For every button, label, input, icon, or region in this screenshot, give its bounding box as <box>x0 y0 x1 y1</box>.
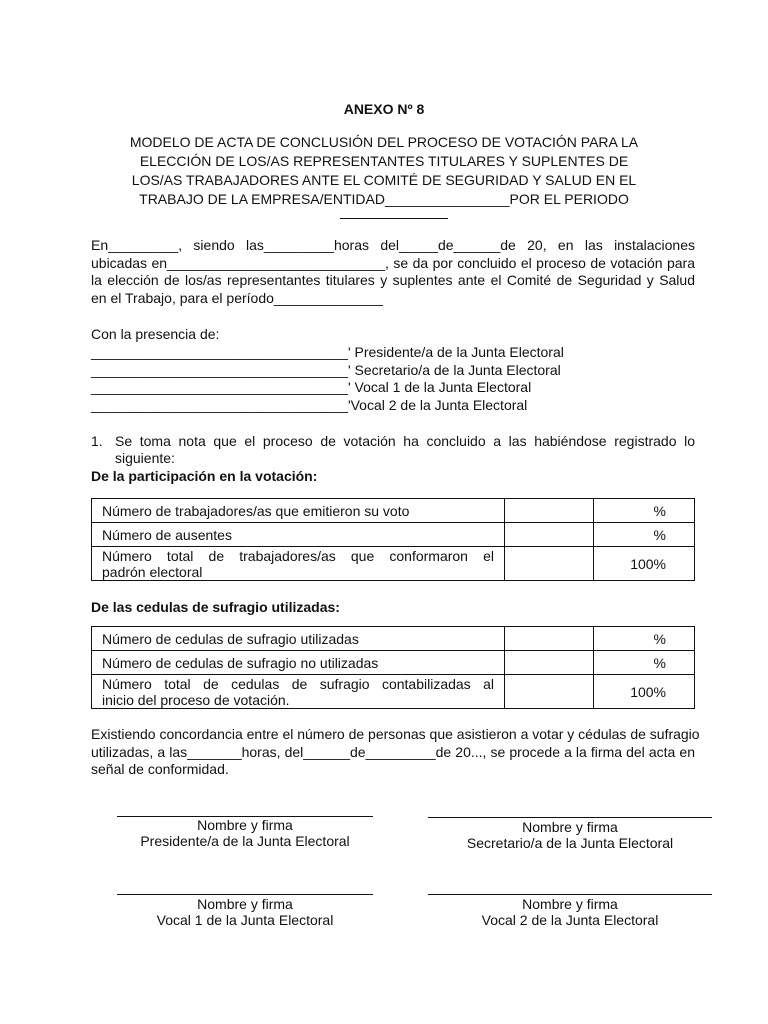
signature-block-secretary <box>428 819 712 851</box>
heading-line: LOS/AS TRABAJADORES ANTE EL COMITÉ DE SEGURIDAD Y SALUD EN EL <box>131 172 637 188</box>
closing-line: Existiendo concordancia entre el número de personas que asistieron a votar y cédulas de sufragio <box>91 726 700 742</box>
presence-label: Con la presencia de: <box>91 326 220 342</box>
presence-line-president: _________________________________' Presidente/a de la Junta Electoral <box>91 344 564 360</box>
signature-role: Presidente/a de la Junta Electoral <box>140 833 350 849</box>
heading-line: TRABAJO DE LA EMPRESA/ENTIDAD________________POR EL PERIODO <box>139 191 629 207</box>
intro-line: la elección de los/as representantes titulares y suplentes ante el Comité de Seguridad y Salud <box>91 272 695 288</box>
signature-block-president <box>117 817 373 849</box>
signature-name-label: Nombre y firma <box>197 896 293 912</box>
document-heading <box>112 133 656 209</box>
row-label-line: Número total de trabajadores/as que conformaron el <box>102 547 494 564</box>
annex-title: ANEXO Nº 8 <box>343 101 425 117</box>
closing-line: utilizadas, a las_______horas, del______de_________de 20..., se procede a la firma del acta en <box>91 743 695 760</box>
table-row <box>92 499 695 523</box>
heading-line: ELECCIÓN DE LOS/AS REPRESENTANTES TITULARES Y SUPLENTES DE <box>139 153 629 169</box>
signature-line-vocal-2 <box>428 894 712 895</box>
value-cell[interactable] <box>505 523 594 547</box>
value-cell[interactable] <box>505 627 594 651</box>
intro-line: En_________, siendo las_________horas del_____de______de 20, en las instalaciones <box>91 237 695 253</box>
closing-line: señal de conformidad. <box>91 761 229 777</box>
row-label-line: padrón electoral <box>102 563 203 580</box>
section-ballots-title: De las cedulas de sufragio utilizadas: <box>91 599 340 615</box>
ballots-table <box>91 626 695 709</box>
signature-line-vocal-1 <box>117 894 373 895</box>
row-label: Número de cedulas de sufragio no utilizadas <box>92 651 505 675</box>
row-label: Número de ausentes <box>92 523 505 547</box>
closing-paragraph <box>91 726 700 779</box>
signature-block-vocal-1 <box>117 896 373 928</box>
item-number: 1. <box>91 433 103 449</box>
item-1-line: Se toma nota que el proceso de votación ha concluido a las habiéndose registrado lo <box>115 433 695 449</box>
item-1-text <box>115 433 695 467</box>
row-label-line: inicio del proceso de votación. <box>102 691 290 708</box>
heading-underline <box>340 218 448 219</box>
presence-line-secretary: _________________________________' Secretario/a de la Junta Electoral <box>91 361 561 378</box>
signature-block-vocal-2 <box>428 896 712 928</box>
table-row <box>92 627 695 651</box>
intro-line: en el Trabajo, para el período______________ <box>91 289 383 306</box>
signature-role: Vocal 2 de la Junta Electoral <box>481 912 659 928</box>
unit-cell: 100% <box>594 675 695 709</box>
signature-line-secretary <box>428 817 712 818</box>
row-label <box>92 547 505 581</box>
value-cell[interactable] <box>505 675 594 709</box>
value-cell[interactable] <box>505 651 594 675</box>
intro-line: ubicadas en____________________________, se da por concluido el proceso de votación para <box>91 254 695 271</box>
row-label: Número de trabajadores/as que emitieron su voto <box>92 499 505 523</box>
presence-line-vocal-1: _________________________________' Vocal 1 de la Junta Electoral <box>91 379 532 395</box>
presence-list <box>91 344 564 414</box>
row-label-line: Número total de cedulas de sufragio contabilizadas al <box>102 675 494 692</box>
value-cell[interactable] <box>505 547 594 581</box>
row-label <box>92 675 505 709</box>
intro-paragraph <box>91 237 695 307</box>
signature-role: Vocal 1 de la Junta Electoral <box>156 912 334 928</box>
unit-cell: % <box>594 499 695 523</box>
unit-cell: 100% <box>594 547 695 581</box>
item-1-line: siguiente: <box>115 450 175 466</box>
signature-name-label: Nombre y firma <box>197 817 293 833</box>
row-label: Número de cedulas de sufragio utilizadas <box>92 627 505 651</box>
value-cell[interactable] <box>505 499 594 523</box>
signature-name-label: Nombre y firma <box>522 819 618 835</box>
table-row <box>92 547 695 581</box>
section-participation-title: De la participación en la votación: <box>91 468 318 484</box>
signature-name-label: Nombre y firma <box>522 896 618 912</box>
signature-role: Secretario/a de la Junta Electoral <box>466 835 674 851</box>
heading-line: MODELO DE ACTA DE CONCLUSIÓN DEL PROCESO DE VOTACIÓN PARA LA <box>129 134 639 150</box>
unit-cell: % <box>594 523 695 547</box>
unit-cell: % <box>594 627 695 651</box>
presence-line-vocal-2: _________________________________'Vocal 2 de la Junta Electoral <box>91 396 528 413</box>
table-row <box>92 523 695 547</box>
table-row <box>92 651 695 675</box>
table-row <box>92 675 695 709</box>
participation-table <box>91 498 695 581</box>
unit-cell: % <box>594 651 695 675</box>
